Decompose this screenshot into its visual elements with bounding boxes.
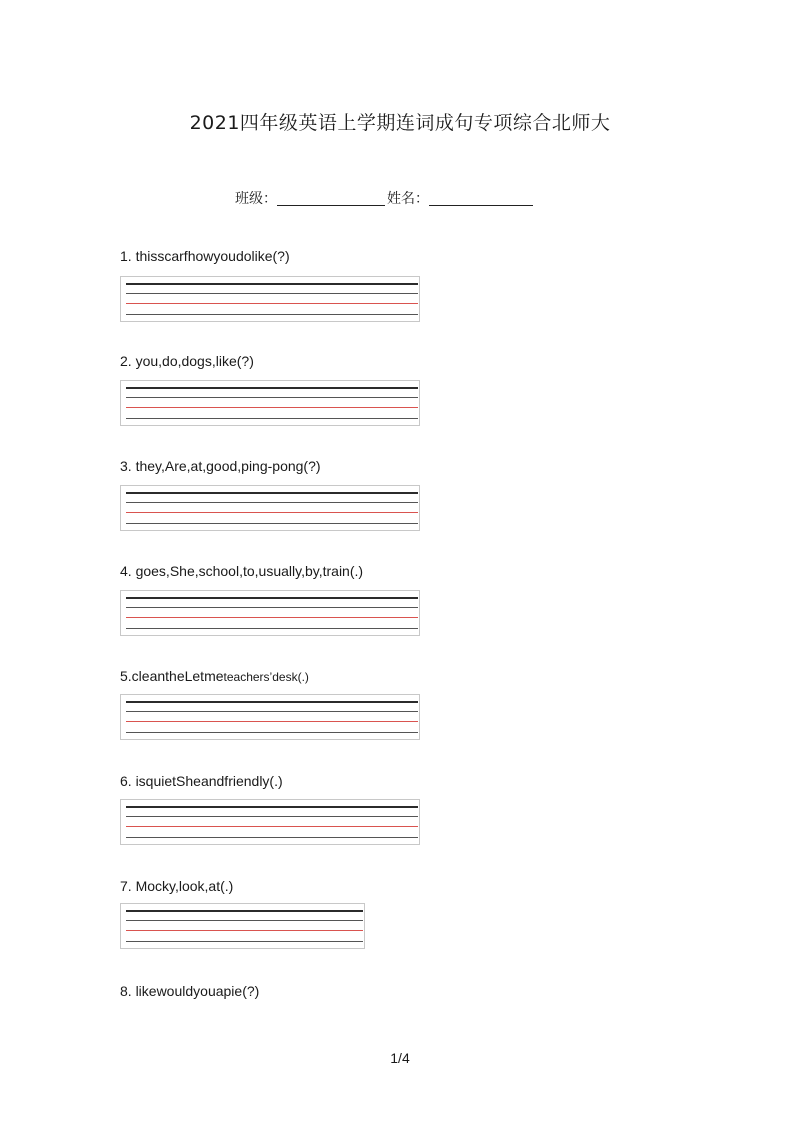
- student-info-row: [235, 188, 533, 208]
- question-5: [120, 668, 309, 684]
- guide-line: [126, 523, 418, 524]
- class-label: 班级：: [235, 191, 277, 207]
- question-prompt-main: 5.cleantheLetme: [120, 668, 224, 684]
- guide-line: [126, 397, 418, 398]
- guide-line: [126, 837, 418, 838]
- guide-line: [126, 418, 418, 419]
- page-title: 2021四年级英语上学期连词成句专项综合北师大: [189, 112, 611, 134]
- guide-line: [126, 910, 363, 912]
- question-prompt: 7. Mocky,look,at(.): [120, 878, 234, 894]
- guide-line: [126, 732, 418, 733]
- guide-line: [126, 303, 418, 304]
- question-2: [120, 353, 254, 369]
- answer-box-4[interactable]: [120, 590, 420, 636]
- question-1: [120, 248, 290, 264]
- guide-line: [126, 617, 418, 618]
- guide-line: [126, 711, 418, 712]
- guide-line: [126, 293, 418, 294]
- name-label: 姓名：: [387, 191, 429, 207]
- guide-line: [126, 930, 363, 931]
- guide-line: [126, 597, 418, 599]
- page-number: 1/4: [390, 1050, 410, 1066]
- guide-line: [126, 387, 418, 389]
- guide-line: [126, 628, 418, 629]
- guide-line: [126, 941, 363, 942]
- guide-line: [126, 492, 418, 494]
- guide-line: [126, 407, 418, 408]
- answer-box-5[interactable]: [120, 694, 420, 740]
- answer-box-2[interactable]: [120, 380, 420, 426]
- question-prompt: 4. goes,She,school,to,usually,by,train(.): [120, 563, 364, 579]
- question-6: [120, 773, 283, 789]
- question-prompt: [120, 668, 309, 684]
- guide-line: [126, 920, 363, 921]
- question-prompt: 6. isquietSheandfriendly(.): [120, 773, 283, 789]
- answer-box-1[interactable]: [120, 276, 420, 322]
- guide-line: [126, 721, 418, 722]
- guide-line: [126, 502, 418, 503]
- question-prompt: 8. likewouldyouapie(?): [120, 983, 260, 999]
- answer-box-6[interactable]: [120, 799, 420, 845]
- class-blank[interactable]: [277, 191, 385, 206]
- guide-line: [126, 701, 418, 703]
- question-3: [120, 458, 321, 474]
- question-prompt: 3. they,Are,at,good,ping-pong(?): [120, 458, 321, 474]
- question-prompt-small: teachers’desk(.): [223, 670, 309, 684]
- name-blank[interactable]: [429, 191, 533, 206]
- question-4: [120, 563, 363, 579]
- guide-line: [126, 806, 418, 808]
- question-prompt: 1. thisscarfhowyoudolike(?): [120, 248, 290, 264]
- guide-line: [126, 816, 418, 817]
- answer-box-7[interactable]: [120, 903, 365, 949]
- guide-line: [126, 607, 418, 608]
- question-8: [120, 983, 259, 999]
- guide-line: [126, 283, 418, 285]
- guide-line: [126, 512, 418, 513]
- question-prompt: 2. you,do,dogs,like(?): [120, 353, 254, 369]
- guide-line: [126, 314, 418, 315]
- guide-line: [126, 826, 418, 827]
- answer-box-3[interactable]: [120, 485, 420, 531]
- question-7: [120, 878, 233, 894]
